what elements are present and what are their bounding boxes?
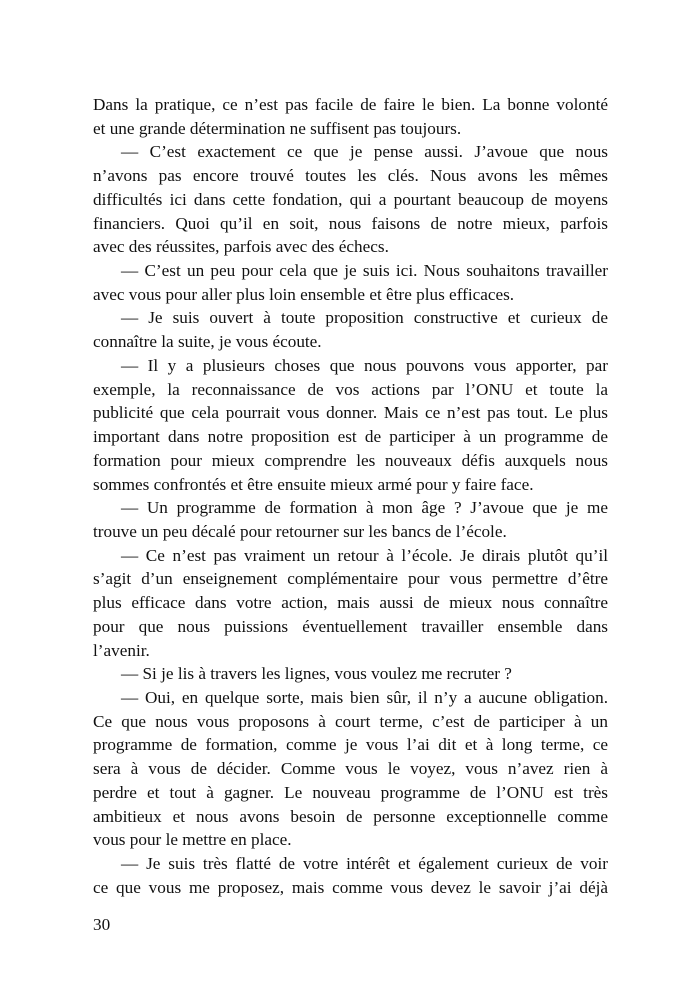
text-line: Ce que nous vous proposons à court terme, c’est de participer à un: [93, 711, 608, 731]
text-line: s’agit d’un enseignement complémentaire pour vous permettre d’être: [93, 569, 608, 589]
text-line: — Si je lis à travers les lignes, vous voulez me recruter ?: [121, 664, 512, 684]
text-line: — Je suis ouvert à toute proposition constructive et curieux de: [121, 308, 608, 328]
text-line: — C’est un peu pour cela que je suis ici. Nous souhaitons travailler: [121, 261, 608, 281]
paragraph: [93, 496, 608, 543]
text-line: avec vous pour aller plus loin ensemble et être plus efficaces.: [93, 284, 515, 304]
text-line: — Un programme de formation à mon âge ? J’avoue que je me: [121, 498, 608, 518]
paragraph: [93, 852, 608, 899]
text-line: n’avons pas encore trouvé toutes les clés. Nous avons les mêmes: [93, 166, 608, 186]
text-line: pour que nous puissions éventuellement travailler ensemble dans: [93, 616, 608, 636]
text-line: exemple, la reconnaissance de vos actions par l’ONU et toute la: [93, 379, 608, 399]
text-line: formation pour mieux comprendre les nouveaux défis auxquels nous: [93, 450, 608, 470]
paragraph: [93, 354, 608, 496]
text-line: plus efficace dans votre action, mais aussi de mieux nous connaître: [93, 593, 608, 613]
text-line: connaître la suite, je vous écoute.: [93, 332, 322, 352]
text-line: — Il y a plusieurs choses que nous pouvons vous apporter, par: [121, 355, 608, 375]
text-line: publicité que cela pourrait vous donner. Mais ce n’est pas tout. Le plus: [93, 403, 608, 423]
page-body-text: [93, 93, 608, 899]
text-line: Dans la pratique, ce n’est pas facile de faire le bien. La bonne volonté: [93, 95, 608, 114]
text-line: financiers. Quoi qu’il en soit, nous faisons de notre mieux, parfois: [93, 213, 608, 233]
paragraph: [93, 140, 608, 259]
text-line: sera à vous de décider. Comme vous le voyez, vous n’avez rien à: [93, 759, 608, 779]
text-line: l’avenir.: [93, 640, 150, 660]
text-line: perdre et tout à gagner. Le nouveau programme de l’ONU est très: [93, 782, 608, 802]
text-line: vous pour le mettre en place.: [93, 830, 292, 850]
text-line: sommes confrontés et être ensuite mieux armé pour y faire face.: [93, 474, 534, 494]
page-number: 30: [93, 915, 111, 934]
text-line: — Ce n’est pas vraiment un retour à l’école. Je dirais plutôt qu’il: [121, 545, 608, 565]
paragraph: [93, 306, 608, 353]
paragraph: [93, 544, 608, 663]
text-line: important dans notre proposition est de participer à un programme de: [93, 427, 608, 447]
text-line: programme de formation, comme je vous l’ai dit et à long terme, ce: [93, 735, 608, 755]
text-line: — Oui, en quelque sorte, mais bien sûr, il n’y a aucune obligation.: [121, 687, 608, 707]
paragraph: [93, 662, 608, 686]
text-line: — Je suis très flatté de votre intérêt et également curieux de voir: [121, 854, 608, 873]
text-line: ce que vous me proposez, mais comme vous devez le savoir j’ai déjà: [93, 877, 608, 897]
paragraph: [93, 686, 608, 852]
paragraph: [93, 259, 608, 306]
text-line: difficultés ici dans cette fondation, qui a pourtant beaucoup de moyens: [93, 189, 608, 209]
text-line: trouve un peu décalé pour retourner sur les bancs de l’école.: [93, 521, 507, 541]
text-line: avec des réussites, parfois avec des échecs.: [93, 237, 389, 257]
text-line: — C’est exactement ce que je pense aussi. J’avoue que nous: [121, 142, 608, 162]
text-line: et une grande détermination ne suffisent pas toujours.: [93, 118, 462, 138]
text-line: ambitieux et nous avons besoin de personne exceptionnelle comme: [93, 806, 608, 826]
paragraph: [93, 93, 608, 140]
